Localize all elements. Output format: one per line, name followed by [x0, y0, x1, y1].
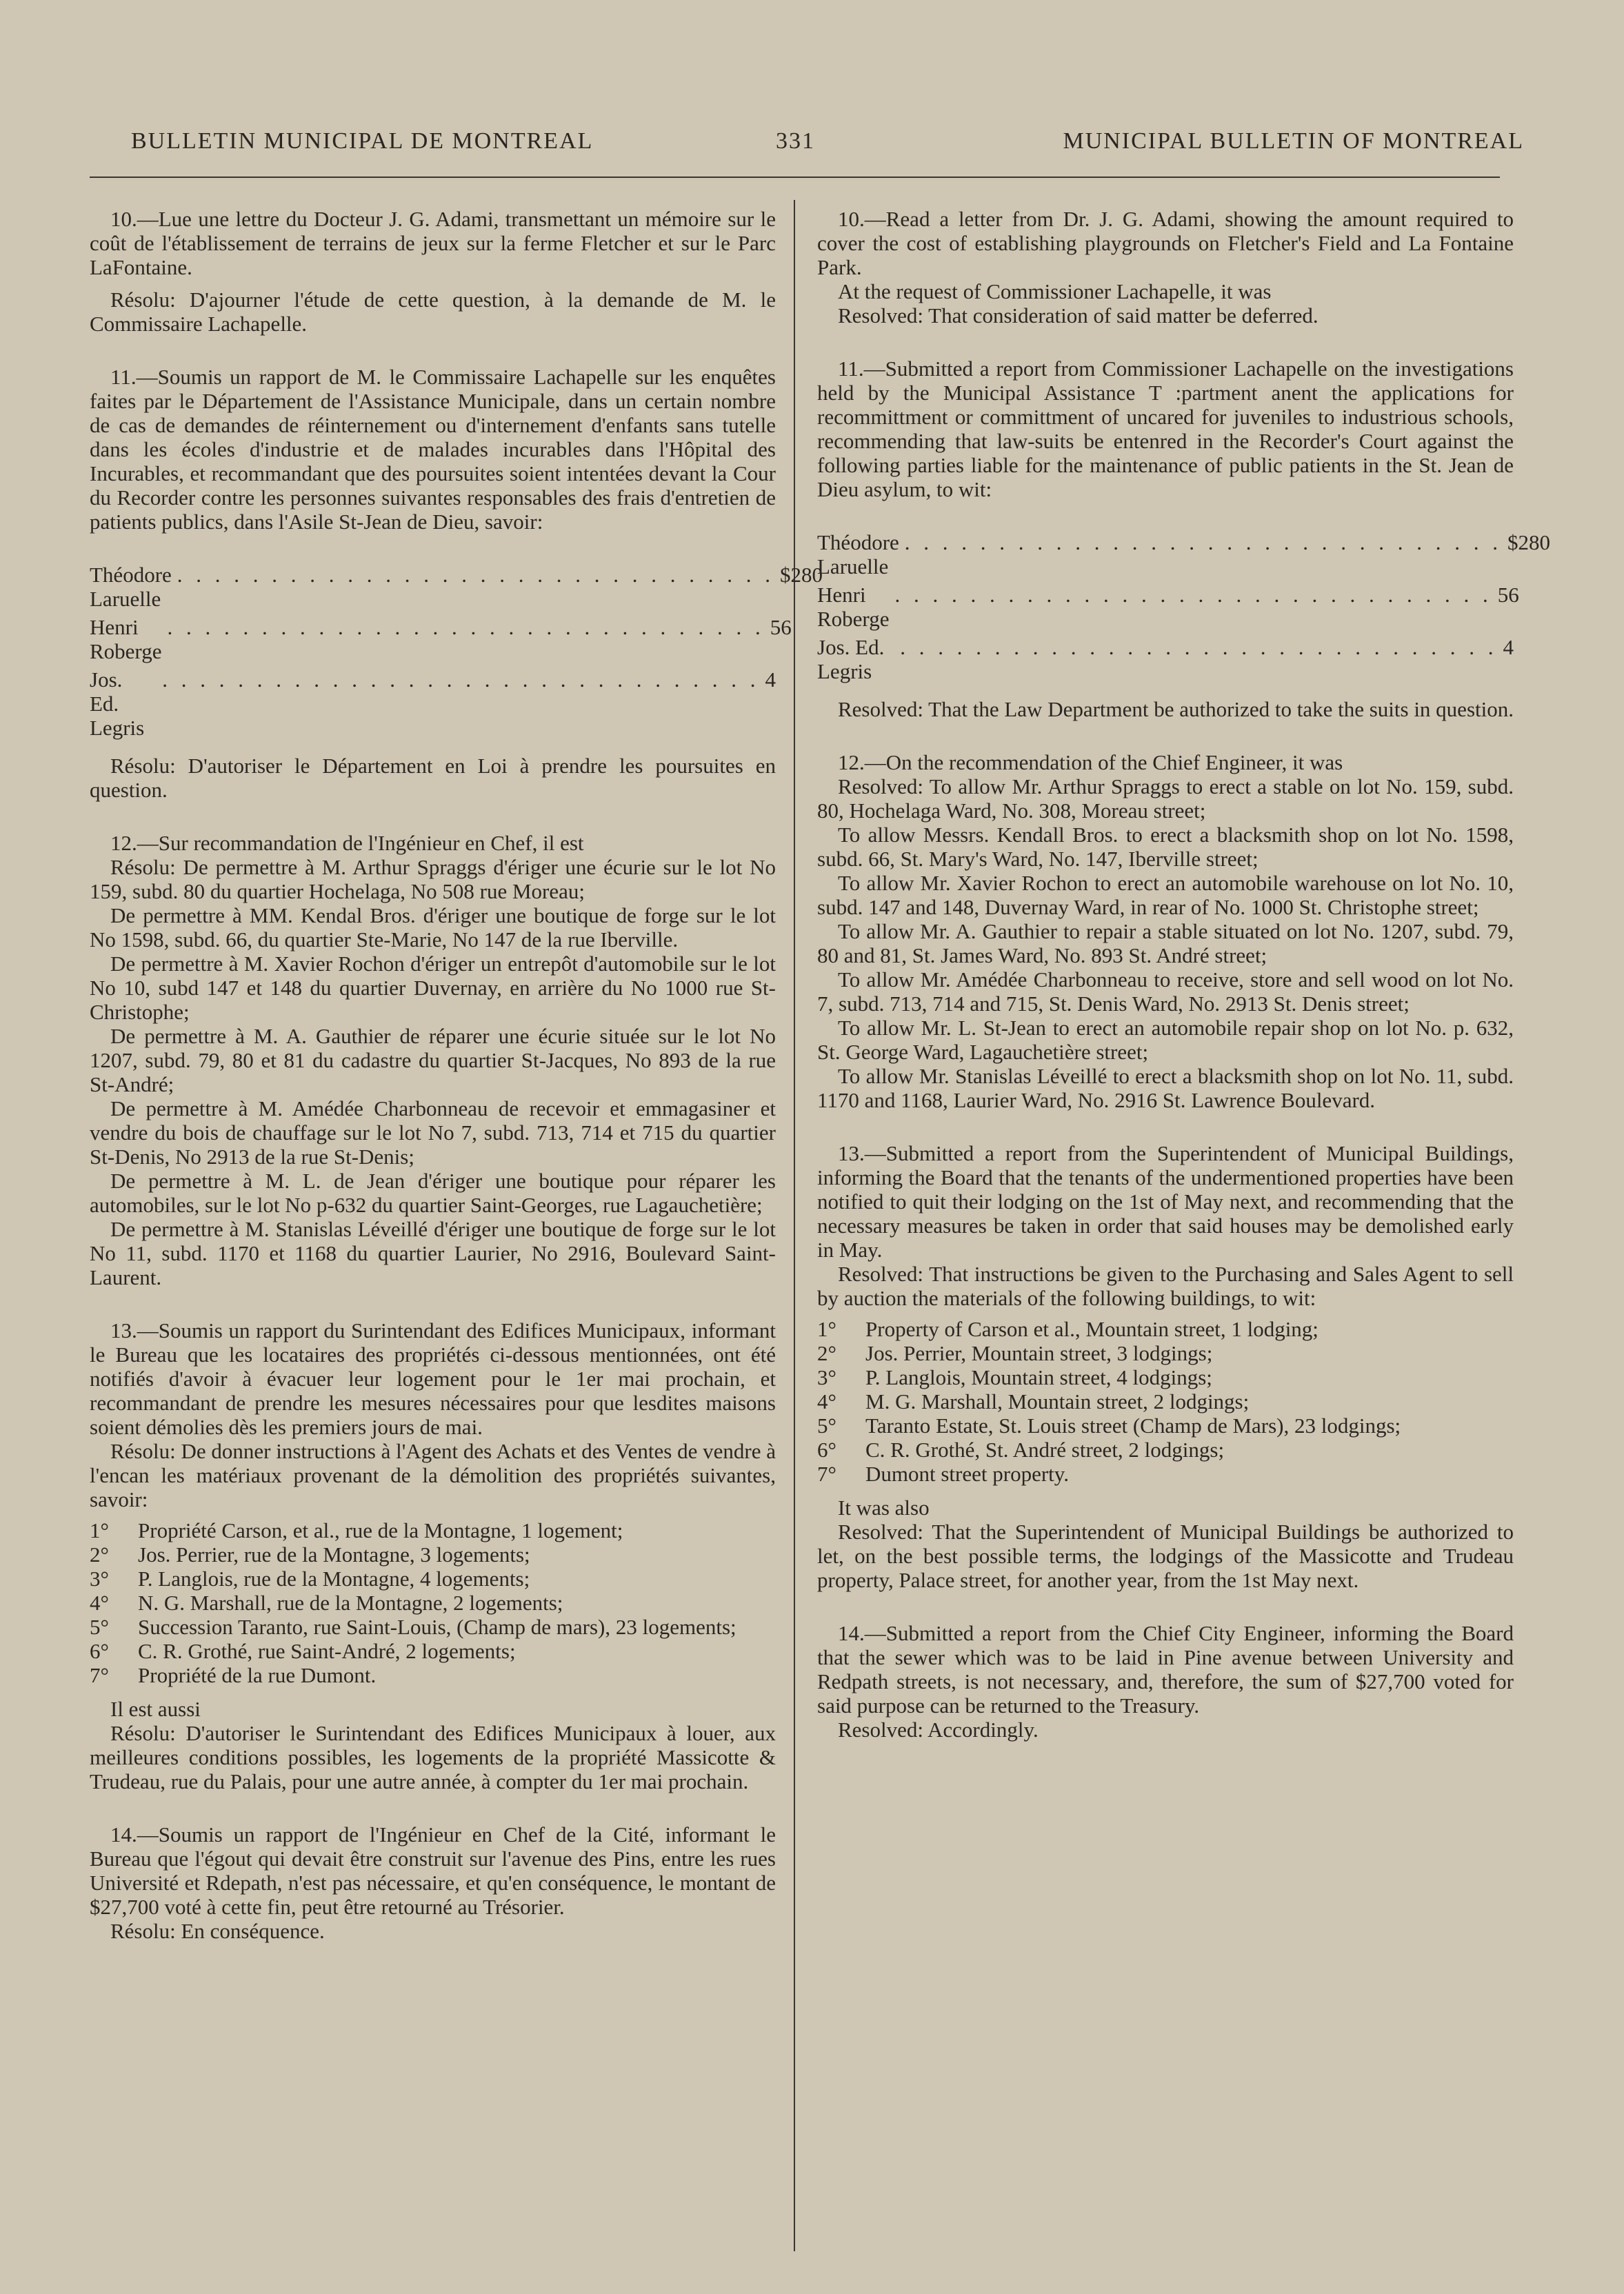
list-item: Jos. Ed. Legris . . . . . . . . . . . . . . . . . . . . . . . . . . . . . . . . 4 [90, 667, 776, 740]
en-item-12-h: To allow Mr. Stanislas Léveillé to erect a blacksmith shop on lot No. 11, subd. 1170 and 1168, Laurier Ward, No. 2916 St. Lawrence Boulevard. [817, 1064, 1514, 1112]
page-number: 331 [776, 128, 815, 154]
en-item-10-request: At the request of Commissioner Lachapelle, it was [838, 279, 1272, 303]
fr-item-13-also: Il est aussi [110, 1697, 201, 1721]
list-item: 7° Dumont street property. [817, 1462, 1069, 1486]
en-item-12-d: To allow Mr. Xavier Rochon to erect an automobile warehouse on lot No. 10, subd. 147 and 148, Duvernay Ward, in rear of No. 1000 St. Christophe street; [817, 871, 1514, 919]
en-item-14: 14.—Submitted a report from the Chief City Engineer, informing the Board that the sewer which was to be laid in Pine avenue between University and Redpath streets, is not necessary, and, therefore, the sum of $27,700 voted for said purpose can be returned to the Treasury. [817, 1621, 1514, 1718]
fr-item-10-resolution: Résolu: D'ajourner l'étude de cette question, à la demande de M. le Commissaire Lachapelle. [90, 288, 776, 336]
fr-item-10: 10.—Lue une lettre du Docteur J. G. Adami, transmettant un mémoire sur le coût de l'établissement de terrains de jeux sur la ferme Fletcher et sur le Parc LaFontaine. [90, 207, 776, 279]
english-column [817, 207, 1551, 1771]
list-item: Théodore Laruelle . . . . . . . . . . . . . . . . . . . . . . . . . . . . . . . . $280 [817, 530, 1551, 578]
fr-item-12-d: De permettre à M. Xavier Rochon d'ériger un entrepôt d'automobile sur le lot No 10, subd 147 et 148 du quartier Duvernay, en arrière du No 1000 rue St-Christophe; [90, 952, 776, 1024]
fr-item-12-b: Résolu: De permettre à M. Arthur Spraggs d'ériger une écurie sur le lot No 159, subd. 80 du quartier Hochelaga, No 508 rue Moreau; [90, 855, 776, 903]
en-item-10: 10.—Read a letter from Dr. J. G. Adami, showing the amount required to cover the cost of establishing playgrounds on Fletcher's Field and La Fontaine Park. [817, 207, 1514, 279]
column-divider [794, 200, 795, 2251]
en-item-13-resolution-b: Resolved: That the Superintendent of Municipal Buildings be authorized to let, on the best possible terms, the lodgings of the Massicotte and Trudeau property, Palace street, for another year, from the 1st May next. [817, 1520, 1514, 1592]
list-item: 2° Jos. Perrier, Mountain street, 3 lodgings; [817, 1341, 1213, 1365]
list-item: 4° N. G. Marshall, rue de la Montagne, 2 logements; [90, 1591, 563, 1615]
fr-item-12-c: De permettre à MM. Kendal Bros. d'ériger une boutique de forge sur le lot No 1598, subd. 66, du quartier Ste-Marie, No 147 de la rue Iberville. [90, 903, 776, 952]
en-item-10-resolution: Resolved: That consideration of said matter be deferred. [838, 303, 1319, 328]
en-item-11: 11.—Submitted a report from Commissioner Lachapelle on the investigations held by the Municipal Assistance T :partment anent the applications for recommittment or committment of uncared for juveniles to industrious schools, recommending that law-suits be entenred in the Recorder's Court against the following parties liable for the maintenance of public patients in the St. Jean de Dieu asylum, to wit: [817, 356, 1514, 501]
list-item: 1° Property of Carson et al., Mountain street, 1 lodging; [817, 1317, 1319, 1341]
fr-item-12-e: De permettre à M. A. Gauthier de réparer une écurie située sur le lot No 1207, subd. 79, 80 et 81 du cadastre du quartier St-Jacques, No 893 de la rue St-André; [90, 1024, 776, 1096]
en-item-14-resolution: Resolved: Accordingly. [838, 1718, 1039, 1742]
fr-item-13-resolution-b: Résolu: D'autoriser le Surintendant des Edifices Municipaux à louer, aux meilleures conditions possibles, les logements de la propriété Massicotte & Trudeau, rue du Palais, pour une autre année, à compter du 1er mai prochain. [90, 1721, 776, 1793]
list-item: Henri Roberge . . . . . . . . . . . . . . . . . . . . . . . . . . . . . . . . 56 [817, 583, 1519, 631]
list-item: 4° M. G. Marshall, Mountain street, 2 lodgings; [817, 1389, 1250, 1413]
en-item-12-c: To allow Messrs. Kendall Bros. to erect a blacksmith shop on lot No. 1598, subd. 66, St. Mary's Ward, No. 147, Iberville street; [817, 823, 1514, 871]
fr-item-12: 12.—Sur recommandation de l'Ingénieur en Chef, il est [110, 831, 584, 855]
list-item: 1° Propriété Carson, et al., rue de la Montagne, 1 logement; [90, 1518, 623, 1542]
header-rule [90, 177, 1500, 178]
en-property-list [817, 1317, 1514, 1486]
en-item-13: 13.—Submitted a report from the Superintendent of Municipal Buildings, informing the Board that the tenants of the undermentioned properties have been notified to quit their lodging on the 1st of May next, and recommending that the necessary measures be taken in order that said houses may be demolished early in May. [817, 1141, 1514, 1262]
list-item: 3° P. Langlois, Mountain street, 4 lodgings; [817, 1365, 1212, 1389]
list-item: 3° P. Langlois, rue de la Montagne, 4 logements; [90, 1567, 530, 1591]
fr-item-12-h: De permettre à M. Stanislas Léveillé d'ériger une boutique de forge sur le lot No 11, subd. 1170 et 1168 du quartier Laurier, No 2916, Boulevard Saint-Laurent. [90, 1217, 776, 1289]
list-item: Jos. Ed. Legris . . . . . . . . . . . . . . . . . . . . . . . . . . . . . . . . 4 [817, 635, 1514, 683]
fr-item-14: 14.—Soumis un rapport de l'Ingénieur en Chef de la Cité, informant le Bureau que l'égout qui devait être construit sur l'avenue des Pins, entre les rues Université et Rdepath, n'est pas nécessaire, et qu'en conséquence, le montant de $27,700 voté à cette fin, peut être retourné au Trésorier. [90, 1822, 776, 1919]
fr-item-13: 13.—Soumis un rapport du Surintendant des Edifices Municipaux, informant le Bureau que les locataires des propriétés ci-dessous mentionnées, ont été notifiés d'avoir à évacuer leur logement pour le 1er mai prochain, et recommandant de prendre les mesures nécessaires pour que lesdites maisons soient démolies dès les premiers jours de mai. [90, 1318, 776, 1439]
fr-item-11: 11.—Soumis un rapport de M. le Commissaire Lachapelle sur les enquêtes faites par le Département de l'Assistance Municipale, dans un certain nombre de cas de demandes de réinternement ou d'internement d'enfants sans tutelle dans les écoles d'industrie et de malades incurables dans l'Hôpital des Incurables, et recommandant que des poursuites soient intentées devant la Cour du Recorder contre les personnes suivantes responsables des frais d'entretien de patients publics, dans l'Asile St-Jean de Dieu, savoir: [90, 365, 776, 534]
en-debtor-list [817, 530, 1551, 683]
page-header [83, 128, 1524, 170]
list-item: 6° C. R. Grothé, St. André street, 2 lodgings; [817, 1438, 1225, 1462]
fr-item-12-f: De permettre à M. Amédée Charbonneau de recevoir et emmagasiner et vendre du bois de chauffage sur le lot No 7, subd. 713, 714 et 715 du quartier St-Denis, No 2913 de la rue St-Denis; [90, 1096, 776, 1169]
header-title-fr: BULLETIN MUNICIPAL DE MONTREAL [131, 128, 594, 154]
en-item-12-e: To allow Mr. A. Gauthier to repair a stable situated on lot No. 1207, subd. 79, 80 and 81, St. James Ward, No. 893 St. André street; [817, 919, 1514, 967]
list-item: 2° Jos. Perrier, rue de la Montagne, 3 logements; [90, 1542, 530, 1567]
en-item-12-b: Resolved: To allow Mr. Arthur Spraggs to erect a stable on lot No. 159, subd. 80, Hochelaga Ward, No. 308, Moreau street; [817, 774, 1514, 823]
list-item: 6° C. R. Grothé, rue Saint-André, 2 logements; [90, 1639, 516, 1663]
fr-debtor-list [90, 563, 823, 740]
en-item-11-resolution: Resolved: That the Law Department be authorized to take the suits in question. [838, 697, 1514, 721]
fr-item-14-resolution: Résolu: En conséquence. [110, 1919, 325, 1943]
en-item-12-g: To allow Mr. L. St-Jean to erect an automobile repair shop on lot No. p. 632, St. George Ward, Lagauchetière street; [817, 1016, 1514, 1064]
en-item-12: 12.—On the recommendation of the Chief Engineer, it was [838, 750, 1343, 774]
list-item: 7° Propriété de la rue Dumont. [90, 1663, 377, 1687]
list-item: Théodore Laruelle . . . . . . . . . . . . . . . . . . . . . . . . . . . . . . . . $280 [90, 563, 823, 611]
en-item-13-resolution: Resolved: That instructions be given to the Purchasing and Sales Agent to sell by auction the materials of the following buildings, to wit: [817, 1262, 1514, 1310]
french-column [90, 207, 823, 1972]
fr-item-11-resolution: Résolu: D'autoriser le Département en Loi à prendre les poursuites en question. [90, 754, 776, 802]
en-item-13-also: It was also [838, 1496, 930, 1520]
fr-item-13-resolution: Résolu: De donner instructions à l'Agent des Achats et des Ventes de vendre à l'encan les matériaux provenant de la démolition des propriétés suivantes, savoir: [90, 1439, 776, 1511]
list-item: 5° Succession Taranto, rue Saint-Louis, (Champ de mars), 23 logements; [90, 1615, 736, 1639]
header-title-en: MUNICIPAL BULLETIN OF MONTREAL [1063, 128, 1524, 154]
list-item: 5° Taranto Estate, St. Louis street (Champ de Mars), 23 lodgings; [817, 1413, 1401, 1438]
en-item-12-f: To allow Mr. Amédée Charbonneau to receive, store and sell wood on lot No. 7, subd. 713, 714 and 715, St. Denis Ward, No. 2913 St. Denis street; [817, 967, 1514, 1016]
fr-property-list [90, 1518, 776, 1687]
list-item: Henri Roberge . . . . . . . . . . . . . . . . . . . . . . . . . . . . . . . . 56 [90, 615, 792, 663]
fr-item-12-g: De permettre à M. L. de Jean d'ériger une boutique pour réparer les automobiles, sur le lot No p-632 du quartier Saint-Georges, rue Lagauchetière; [90, 1169, 776, 1217]
